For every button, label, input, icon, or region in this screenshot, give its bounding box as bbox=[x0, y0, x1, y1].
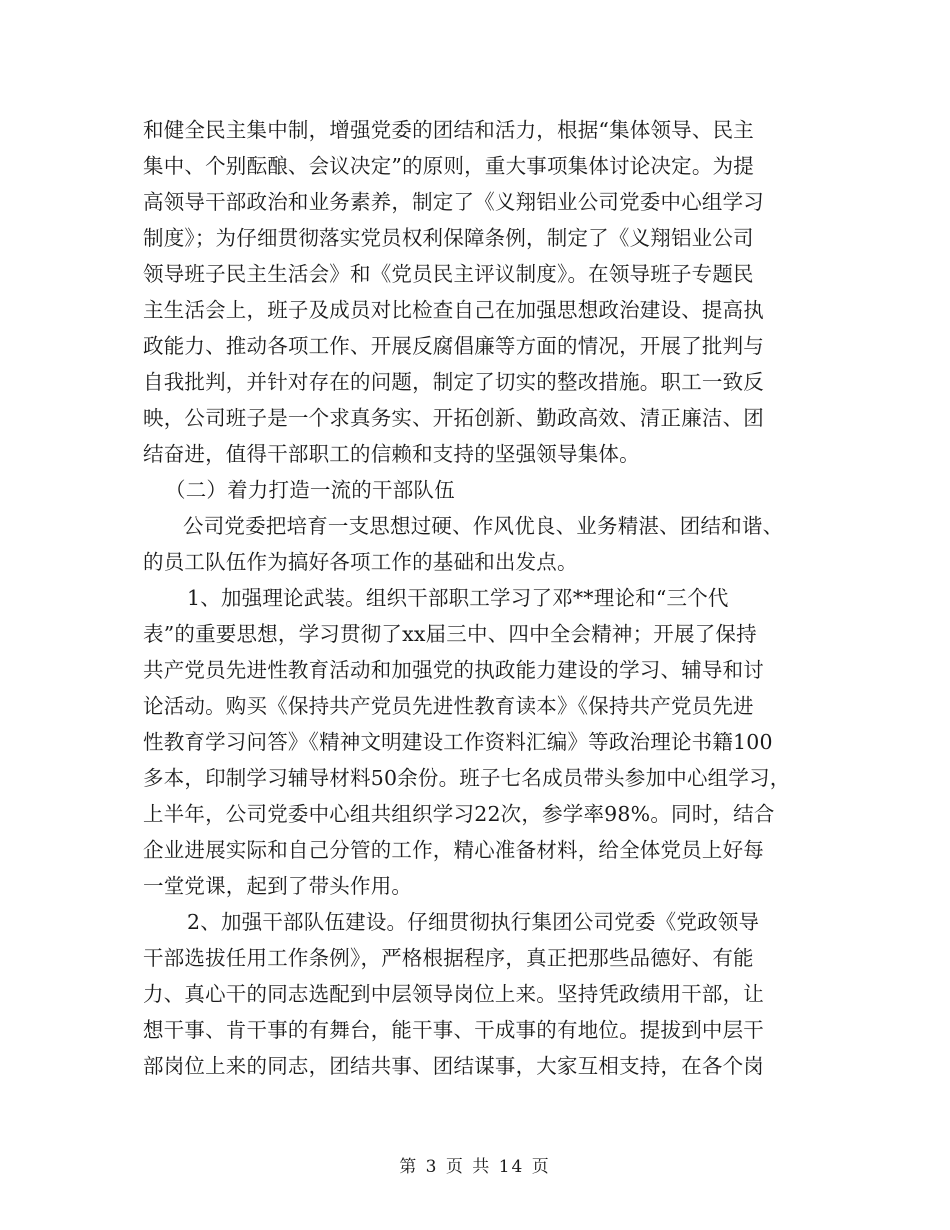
section-heading: （二）着力打造一流的干部队伍 bbox=[165, 478, 455, 502]
body-line: 政能力、推动各项工作、开展反腐倡廉等方面的情况，开展了批判与 bbox=[143, 334, 764, 358]
body-line: 结奋进，值得干部职工的信赖和支持的坚强领导集体。 bbox=[143, 442, 640, 466]
body-line: 想干事、肯干事的有舞台，能干事、干成事的有地位。提拔到中层干 bbox=[143, 1018, 764, 1042]
body-line: 集中、个别酝酿、会议决定”的原则，重大事项集体讨论决定。为提 bbox=[143, 154, 754, 178]
body-line: 领导班子民主生活会》和《党员民主评议制度》。在领导班子专题民 bbox=[143, 262, 754, 286]
body-line: 上半年，公司党委中心组共组织学习22次，参学率98%。同时，结合 bbox=[143, 802, 775, 826]
body-line: 多本，印制学习辅导材料50余份。班子七名成员带头参加中心组学习， bbox=[143, 766, 791, 790]
numbered-item-line: 2、加强干部队伍建设。仔细贯彻执行集团公司党委《党政领导 bbox=[187, 910, 760, 934]
body-line: 部岗位上来的同志，团结共事、团结谋事，大家互相支持，在各个岗 bbox=[143, 1054, 764, 1078]
page-number-footer: 第 3 页 共 14 页 bbox=[399, 1157, 551, 1177]
body-line: 干部选拔任用工作条例》，严格根据程序，真正把那些品德好、有能 bbox=[143, 946, 754, 970]
body-line: 公司党委把培育一支思想过硬、作风优良、业务精湛、团结和谐、 bbox=[183, 514, 784, 538]
body-line: 制度》；为仔细贯彻落实党员权利保障条例，制定了《义翔铝业公司 bbox=[143, 226, 754, 250]
body-line: 力、真心干的同志选配到中层领导岗位上来。坚持凭政绩用干部，让 bbox=[143, 982, 764, 1006]
body-line: 性教育学习问答》《精神文明建设工作资料汇编》等政治理论书籍100 bbox=[143, 730, 773, 754]
body-line: 主生活会上，班子及成员对比检查自己在加强思想政治建设、提高执 bbox=[143, 298, 764, 322]
body-line: 企业进展实际和自己分管的工作，精心准备材料，给全体党员上好每 bbox=[143, 838, 764, 862]
numbered-item-line: 1、加强理论武装。组织干部职工学习了邓**理论和“三个代 bbox=[187, 586, 729, 610]
body-line: 高领导干部政治和业务素养，制定了《义翔铝业公司党委中心组学习 bbox=[143, 190, 764, 214]
body-line: 和健全民主集中制，增强党委的团结和活力，根据“集体领导、民主 bbox=[143, 118, 754, 142]
body-line: 自我批判，并针对存在的问题，制定了切实的整改措施。职工一致反 bbox=[143, 370, 764, 394]
body-line: 表”的重要思想，学习贯彻了xx届三中、四中全会精神；开展了保持 bbox=[143, 622, 757, 646]
body-line: 的员工队伍作为搞好各项工作的基础和出发点。 bbox=[143, 550, 578, 574]
document-body bbox=[143, 112, 815, 1084]
body-line: 论活动。购买《保持共产党员先进性教育读本》《保持共产党员先进 bbox=[143, 694, 754, 718]
body-line: 一堂党课，起到了带头作用。 bbox=[143, 874, 413, 898]
body-line: 共产党员先进性教育活动和加强党的执政能力建设的学习、辅导和讨 bbox=[143, 658, 764, 682]
body-line: 映，公司班子是一个求真务实、开拓创新、勤政高效、清正廉洁、团 bbox=[143, 406, 764, 430]
